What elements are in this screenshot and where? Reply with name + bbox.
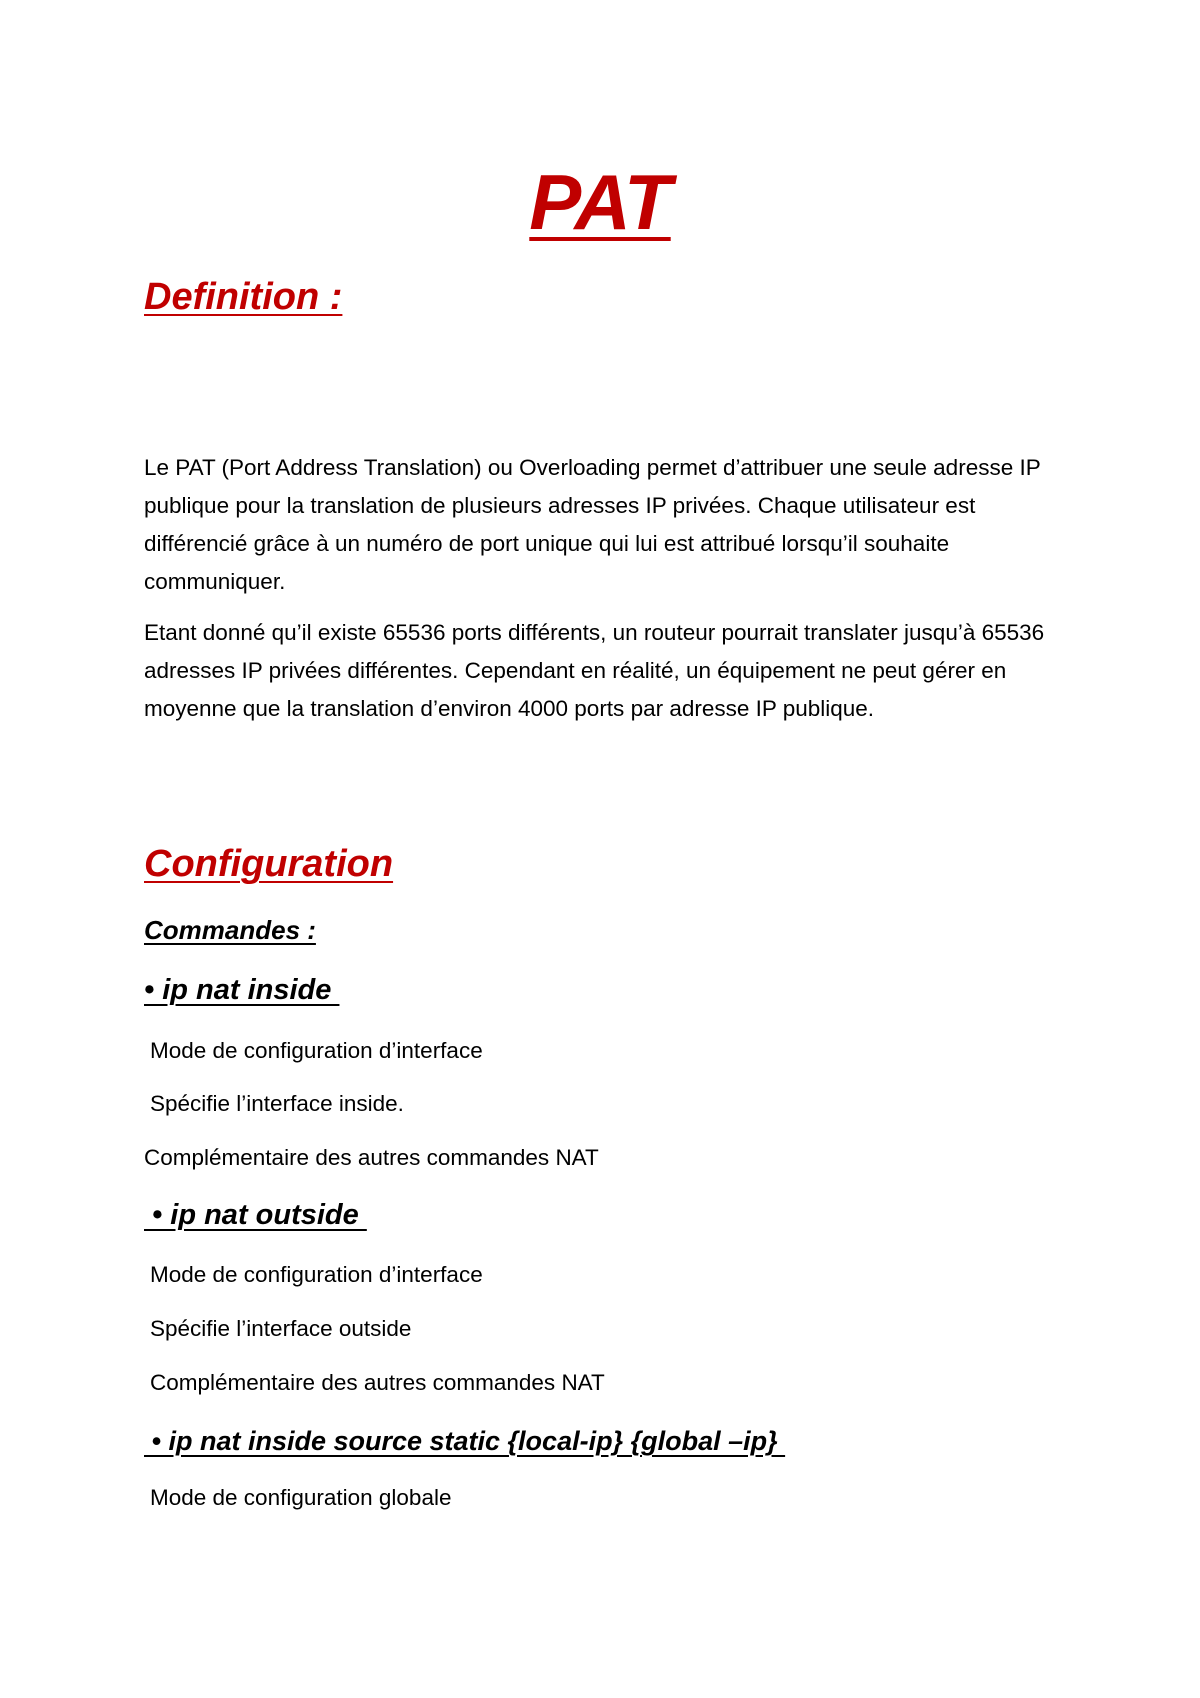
definition-paragraph-2: Etant donné qu’il existe 65536 ports différents, un routeur pourrait translater jusqu’à 65536 adresses IP privées différentes. Cependant en réalité, un équipement ne peut gérer en moyenne que la translation d’environ 4000 ports par adresse IP publique. — [144, 620, 1045, 721]
document-title: PAT — [529, 158, 671, 246]
command-2-line-3: Complémentaire des autres commandes NAT — [150, 1370, 605, 1395]
command-ip-nat-inside-source-static: • ip nat inside source static {local-ip} {global –ip} — [144, 1426, 786, 1456]
command-2-line-1: Mode de configuration d’interface — [150, 1262, 483, 1287]
command-ip-nat-outside: • ip nat outside — [144, 1199, 367, 1231]
command-2-line-2: Spécifie l’interface outside — [150, 1316, 412, 1341]
configuration-heading: Configuration — [144, 843, 394, 885]
command-ip-nat-inside: • ip nat inside — [144, 974, 340, 1006]
definition-heading: Definition : — [144, 276, 343, 318]
definition-paragraph-1: Le PAT (Port Address Translation) ou Overloading permet d’attribuer une seule adresse IP publique pour la translation de plusieurs adresses IP privées. Chaque utilisateur est différencié grâce à un numéro de port unique qui lui est attribué lorsqu’il souhaite communiquer. — [144, 455, 1041, 594]
command-1-line-2: Spécifie l’interface inside. — [150, 1091, 404, 1116]
command-1-line-3: Complémentaire des autres commandes NAT — [144, 1145, 599, 1170]
command-3-line-1: Mode de configuration globale — [150, 1485, 452, 1510]
command-1-line-1: Mode de configuration d’interface — [150, 1038, 483, 1063]
commandes-label: Commandes : — [144, 915, 316, 945]
